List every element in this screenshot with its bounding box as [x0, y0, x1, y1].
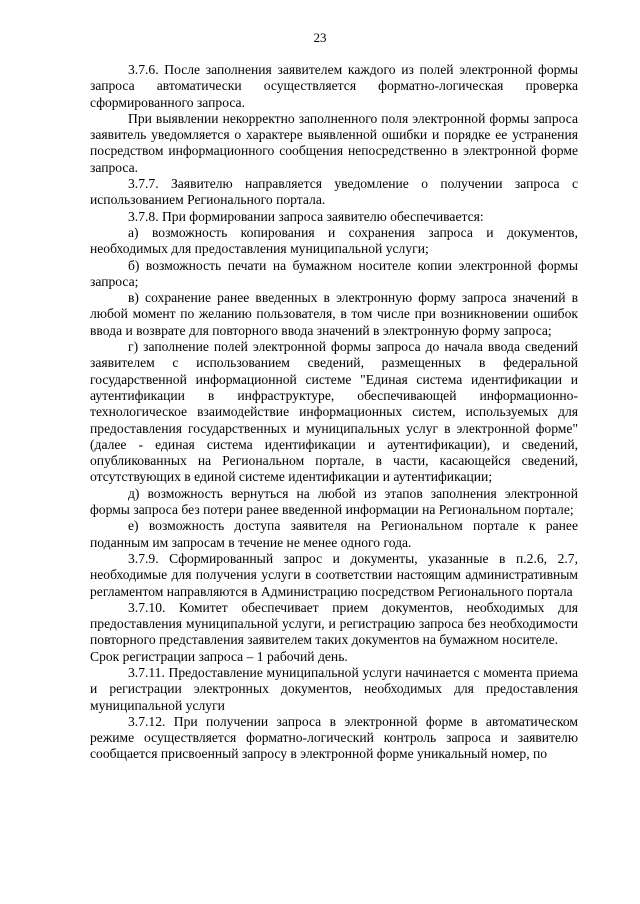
paragraph-error-notice: При выявлении некорректно заполненного поля электронной формы запроса заявитель уведомляется о характере выявленной ошибки и порядке ее устранения посредством информационного сообщения непосредственно в электронной форме запроса.: [90, 110, 578, 175]
paragraph-item-d: д) возможность вернуться на любой из этапов заполнения электронной формы запроса без потери ранее введенной информации на Региональном портале;: [90, 485, 578, 518]
paragraph-registration-term: Срок регистрации запроса – 1 рабочий день.: [90, 648, 348, 664]
paragraph-item-a: а) возможность копирования и сохранения запроса и документов, необходимых для предоставления муниципальной услуги;: [90, 224, 578, 257]
page-number: 23: [313, 30, 327, 45]
paragraph-item-b: б) возможность печати на бумажном носителе копии электронной формы запроса;: [90, 257, 578, 289]
paragraph-3-7-7: 3.7.7. Заявителю направляется уведомление о получении запроса с использованием Регионального портала.: [90, 176, 578, 208]
paragraph-3-7-10: 3.7.10. Комитет обеспечивает прием документов, необходимых для предоставления муниципальной услуги, и регистрацию запроса без необходимости повторного представления заявителем таких документов на бумажном носителе.: [90, 599, 578, 648]
paragraph-item-g: г) заполнение полей электронной формы запроса до начала ввода сведений заявителем с использованием сведений, размещенных в федеральной государственной информационной системе "Единая система идентификации и аутентификации в инфраструктуре, обеспечивающей информационно-технологическое взаимодействие информационных систем, используемых для предоставления государственных и муниципальных услуг в электронной форме" (далее - единая система идентификации и аутентификации), и сведений, опубликованных на Региональном портале, в части, касающейся сведений, отсутствующих в единой системе идентификации и аутентификации;: [90, 339, 578, 485]
document-body: [90, 62, 578, 763]
paragraph-3-7-9: 3.7.9. Сформированный запрос и документы, указанные в п.2.6, 2.7, необходимые для получения услуги в соответствии настоящим административным регламентом направляются в Администрацию посредством Регионального портала: [90, 550, 578, 599]
paragraph-item-e: е) возможность доступа заявителя на Региональном портале к ранее поданным им запросам в течение не менее одного года.: [90, 518, 578, 550]
paragraph-3-7-8: 3.7.8. При формировании запроса заявителю обеспечивается:: [128, 208, 484, 224]
paragraph-item-v: в) сохранение ранее введенных в электронную форму запроса значений в любой момент по желанию пользователя, в том числе при возникновении ошибок ввода и возврате для повторного ввода значений в электронную форму запроса;: [90, 290, 578, 338]
paragraph-3-7-11: 3.7.11. Предоставление муниципальной услуги начинается с момента приема и регистрации электронных документов, необходимых для предоставления муниципальной услуги: [90, 664, 578, 713]
paragraph-3-7-6: 3.7.6. После заполнения заявителем каждого из полей электронной формы запроса автоматически осуществляется форматно-логическая проверка сформированного запроса.: [90, 62, 578, 110]
paragraph-3-7-12: 3.7.12. При получении запроса в электронной форме в автоматическом режиме осуществляется форматно-логический контроль запроса и заявителю сообщается присвоенный запросу в электронной форме уникальный номер, по: [90, 713, 578, 762]
